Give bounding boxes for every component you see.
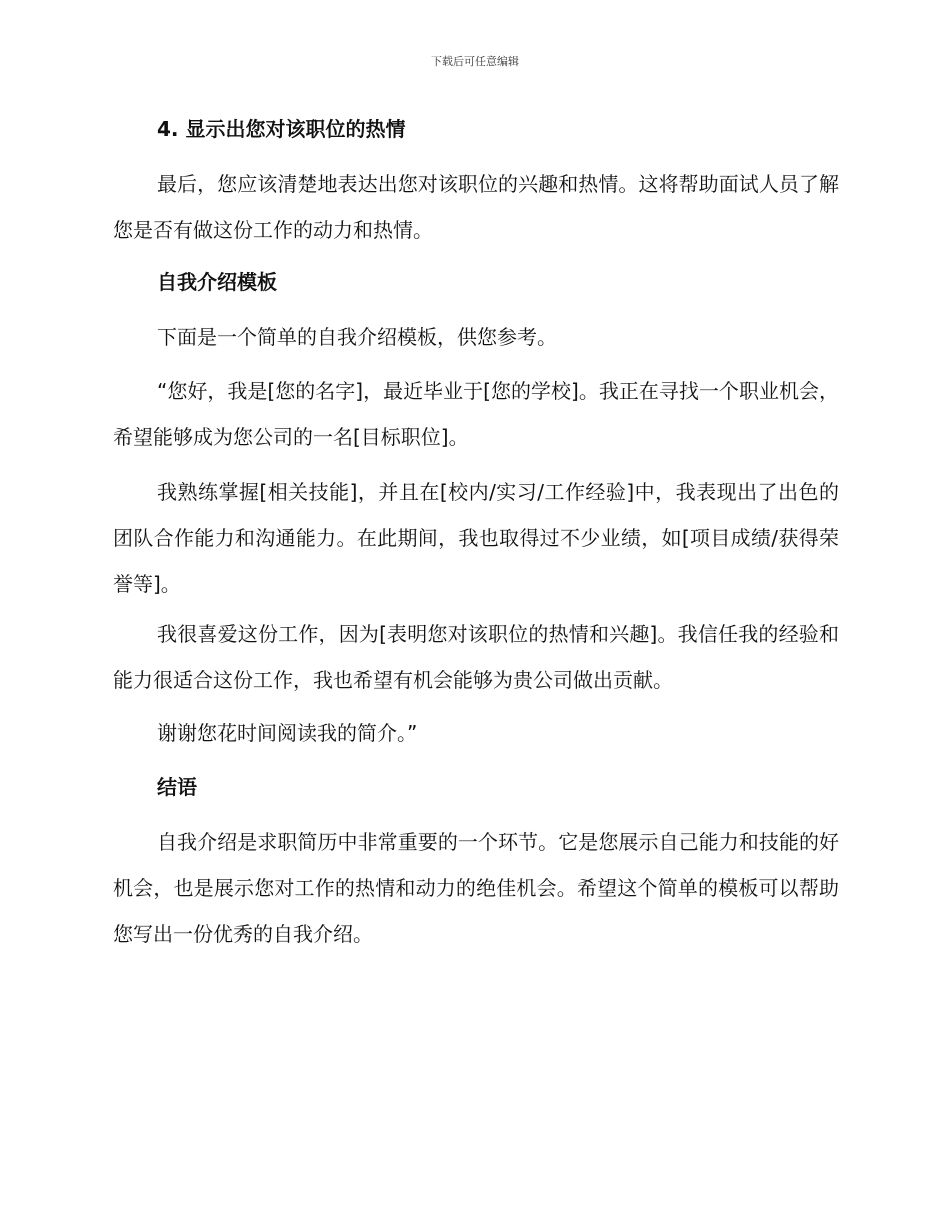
- section-heading-template: 自我介绍模板: [157, 270, 277, 294]
- paragraph-template-intro: 下面是一个简单的自我介绍模板，供您参考。: [157, 325, 557, 349]
- paragraph-enthusiasm: 最后，您应该清楚地表达出您对该职位的兴趣和热情。这将帮助面试人员了解您是否有做这份工作的动力和热情。: [113, 172, 839, 242]
- paragraph-template-motivation: 我很喜爱这份工作，因为[表明您对该职位的热情和兴趣]。我信任我的经验和能力很适合这份工作，我也希望有机会能够为贵公司做出贡献。: [113, 622, 839, 692]
- paragraph-conclusion: 自我介绍是求职简历中非常重要的一个环节。它是您展示自己能力和技能的好机会，也是展示您对工作的热情和动力的绝佳机会。希望这个简单的模板可以帮助您写出一份优秀的自我介绍。: [113, 830, 839, 946]
- paragraph-template-thanks: 谢谢您花时间阅读我的简介。”: [157, 721, 418, 745]
- paragraph-template-greeting: “您好，我是[您的名字]，最近毕业于[您的学校]。我正在寻找一个职业机会，希望能够成为您公司的一名[目标职位]。: [113, 379, 839, 449]
- section-heading-conclusion: 结语: [157, 775, 197, 799]
- paragraph-template-skills: 我熟练掌握[相关技能]，并且在[校内/实习/工作经验]中，我表现出了出色的团队合作能力和沟通能力。在此期间，我也取得过不少业绩，如[项目成绩/获得荣誉等]。: [113, 480, 839, 596]
- section-heading-enthusiasm: 4. 显示出您对该职位的热情: [157, 117, 406, 141]
- page-header: 下载后可任意编辑: [431, 55, 519, 68]
